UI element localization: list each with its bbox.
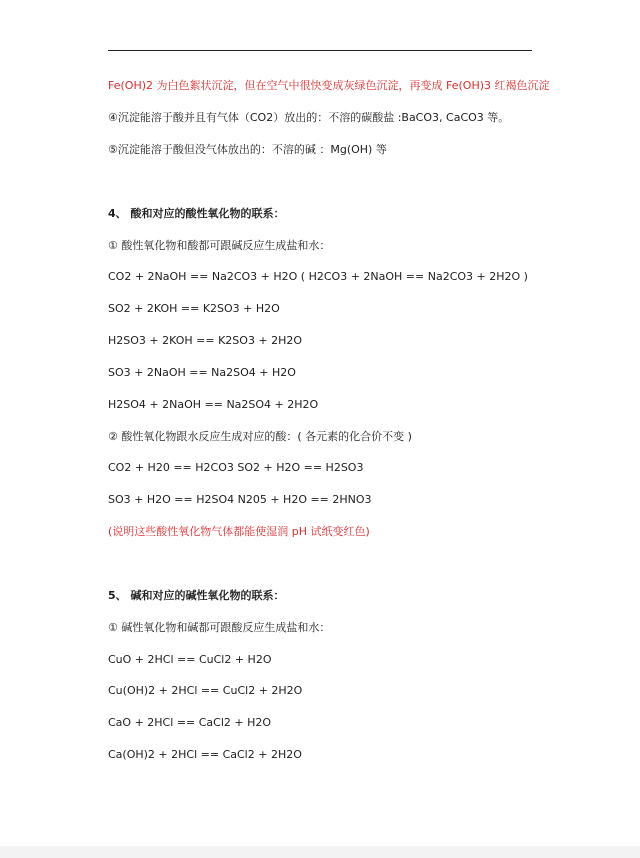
equation-line: H2SO4 + 2NaOH == Na2SO4 + 2H2O bbox=[108, 398, 319, 411]
section-5-heading: 5、 碱和对应的碱性氧化物的联系： bbox=[108, 589, 285, 602]
section-4-point-1: ① 酸性氧化物和酸都可跟碱反应生成盐和水： bbox=[108, 239, 331, 252]
equation-line: CaO + 2HCl == CaCl2 + H2O bbox=[108, 716, 272, 729]
equation-line: H2SO3 + 2KOH == K2SO3 + 2H2O bbox=[108, 334, 303, 347]
section-4-heading: 4、 酸和对应的酸性氧化物的联系： bbox=[108, 207, 285, 220]
section-4-point-2: ② 酸性氧化物跟水反应生成对应的酸：( 各元素的化合价不变 ) bbox=[108, 430, 412, 443]
section-5-point-1: ① 碱性氧化物和碱都可跟酸反应生成盐和水： bbox=[108, 621, 331, 634]
equation-line: SO3 + 2NaOH == Na2SO4 + H2O bbox=[108, 366, 296, 379]
fe-oh2-note: Fe(OH)2 为白色絮状沉淀，但在空气中很快变成灰绿色沉淀，再变成 Fe(OH)3 红褐色沉淀 bbox=[108, 79, 550, 92]
item-5-base: ⑤沉淀能溶于酸但没气体放出的：不溶的碱 ：Mg(OH) 等 bbox=[108, 143, 387, 156]
equation-line: SO3 + H2O == H2SO4 N205 + H2O == 2HNO3 bbox=[108, 493, 372, 506]
equation-line: SO2 + 2KOH == K2SO3 + H2O bbox=[108, 302, 280, 315]
page-bottom-margin bbox=[0, 846, 640, 858]
equation-line: Cu(OH)2 + 2HCl == CuCl2 + 2H2O bbox=[108, 684, 303, 697]
item-4-carbonate: ④沉淀能溶于酸并且有气体（CO2）放出的：不溶的碳酸盐 :BaCO3, CaCO3 等。 bbox=[108, 111, 510, 124]
equation-line: Ca(OH)2 + 2HCl == CaCl2 + 2H2O bbox=[108, 748, 302, 761]
equation-line: CuO + 2HCl == CuCl2 + H2O bbox=[108, 653, 272, 666]
equation-line: CO2 + H20 == H2CO3 SO2 + H2O == H2SO3 bbox=[108, 461, 364, 474]
equation-line: CO2 + 2NaOH == Na2CO3 + H2O ( H2CO3 + 2NaOH == Na2CO3 + 2H2O ) bbox=[108, 270, 528, 283]
top-divider bbox=[108, 50, 532, 51]
ph-paper-note: (说明这些酸性氧化物气体都能使湿润 pH 试纸变红色) bbox=[108, 525, 370, 538]
